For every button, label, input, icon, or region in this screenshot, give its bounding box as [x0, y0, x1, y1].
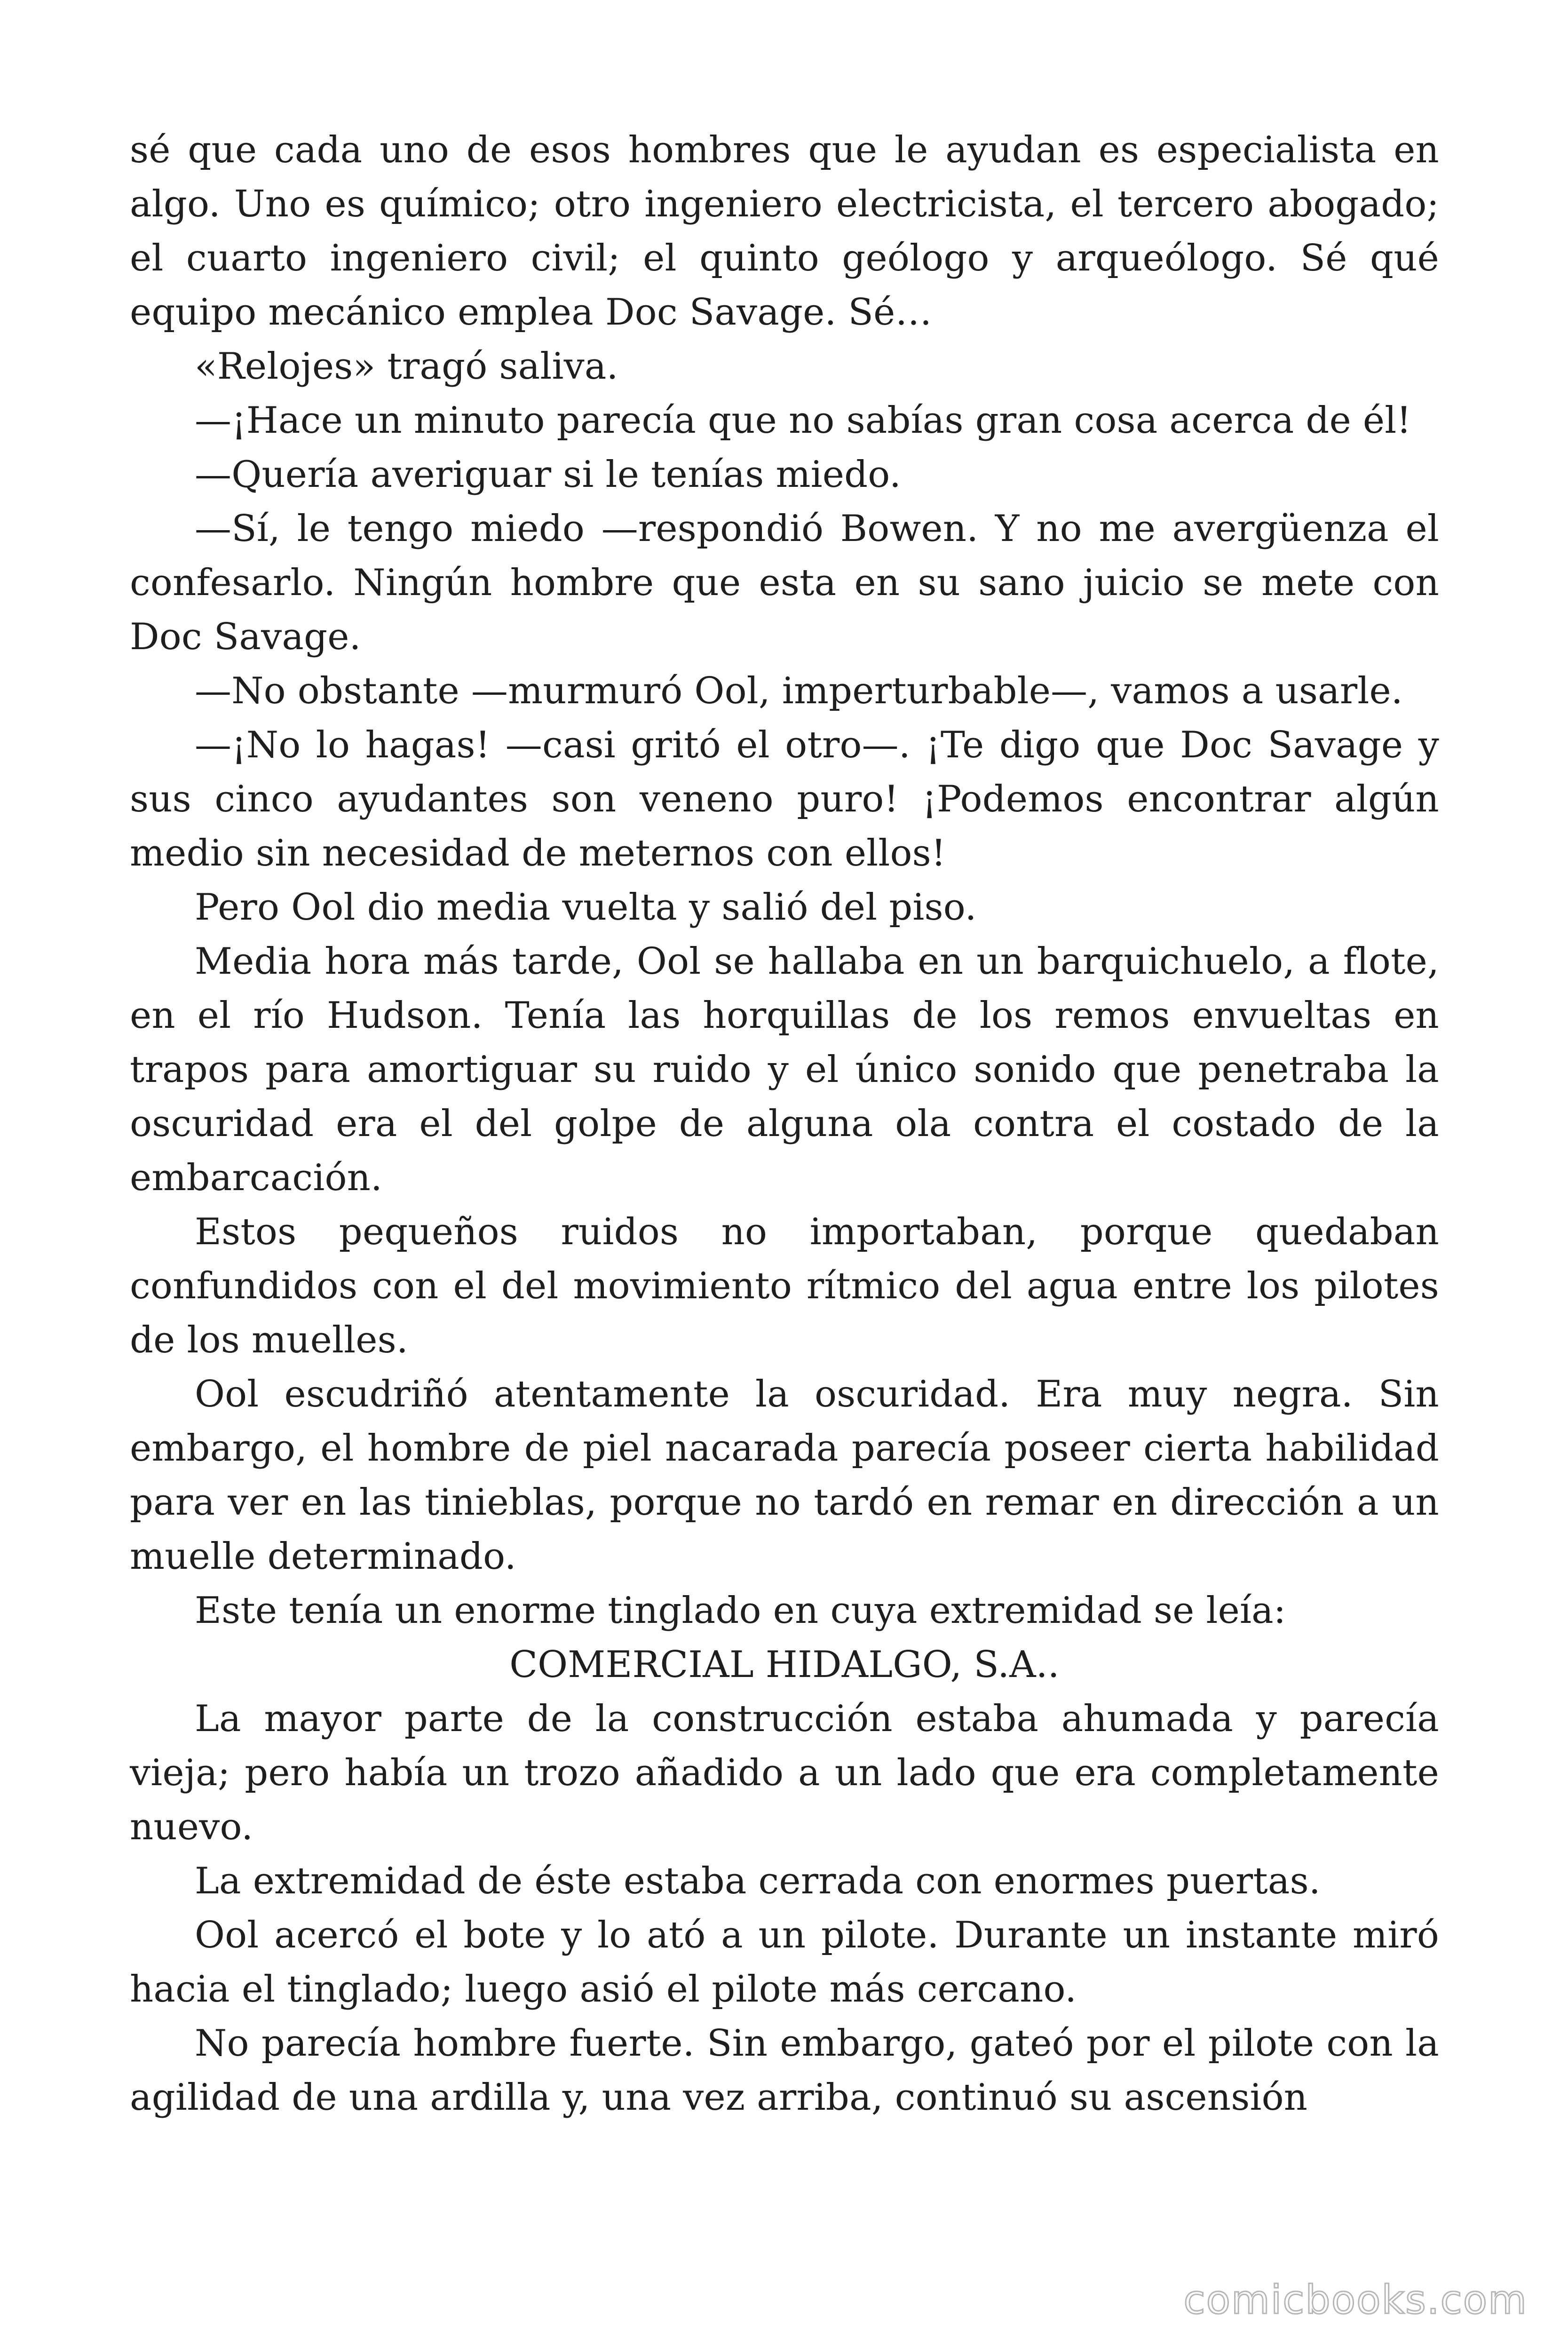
paragraph: Estos pequeños ruidos no importaban, porque quedaban confundidos con el del movimiento rítmico del agua entre los pilotes de los muelles. — [130, 1211, 1439, 1361]
paragraph: La extremidad de éste estaba cerrada con enormes puertas. — [195, 1860, 1321, 1902]
paragraph: —¡No lo hagas! —casi gritó el otro—. ¡Te digo que Doc Savage y sus cinco ayudantes son veneno puro! ¡Podemos encontrar algún medio sin necesidad de meternos con ellos! — [130, 724, 1439, 874]
paragraph: No parecía hombre fuerte. Sin embargo, gateó por el pilote con la agilidad de una ardilla y, una vez arriba, continuó su ascensión — [130, 2022, 1439, 2119]
paragraph: Este tenía un enorme tinglado en cuya extremidad se leía: — [195, 1589, 1286, 1632]
paragraph: —No obstante —murmuró Ool, imperturbable—, vamos a usarle. — [195, 670, 1403, 712]
sign-text: COMERCIAL HIDALGO, S.A.. — [509, 1644, 1060, 1686]
paragraph: sé que cada uno de esos hombres que le ayudan es especialista en algo. Uno es químico; otro ingeniero electricista, el tercero abogado; el cuarto ingeniero civil; el quinto geólogo y arqueólogo. Sé qué equipo mecánico emplea Doc Savage. Sé… — [130, 129, 1439, 334]
paragraph: «Relojes» tragó saliva. — [195, 345, 618, 388]
book-page-text — [130, 123, 1439, 2125]
paragraph: —Sí, le tengo miedo —respondió Bowen. Y no me avergüenza el confesarlo. Ningún hombre que esta en su sano juicio se mete con Doc Savage. — [130, 508, 1439, 658]
paragraph: Ool acercó el bote y lo ató a un pilote. Durante un instante miró hacia el tinglado; luego asió el pilote más cercano. — [130, 1914, 1439, 2010]
paragraph: La mayor parte de la construcción estaba ahumada y parecía vieja; pero había un trozo añadido a un lado que era completamente nuevo. — [130, 1698, 1439, 1848]
paragraph: —Quería averiguar si le tenías miedo. — [195, 453, 902, 496]
paragraph: Media hora más tarde, Ool se hallaba en un barquichuelo, a flote, en el río Hudson. Tenía las horquillas de los remos envueltas en trapos para amortiguar su ruido y el único sonido que penetraba la oscuridad era el del golpe de alguna ola contra el costado de la embarcación. — [130, 940, 1439, 1199]
watermark: comicbooks.com — [1183, 2277, 1528, 2323]
paragraph: Pero Ool dio media vuelta y salió del piso. — [195, 886, 977, 929]
paragraph: —¡Hace un minuto parecía que no sabías gran cosa acerca de él! — [195, 399, 1411, 442]
paragraph: Ool escudriñó atentamente la oscuridad. Era muy negra. Sin embargo, el hombre de piel nacarada parecía poseer cierta habilidad para ver en las tinieblas, porque no tardó en remar en dirección a un muelle determinado. — [130, 1373, 1439, 1578]
